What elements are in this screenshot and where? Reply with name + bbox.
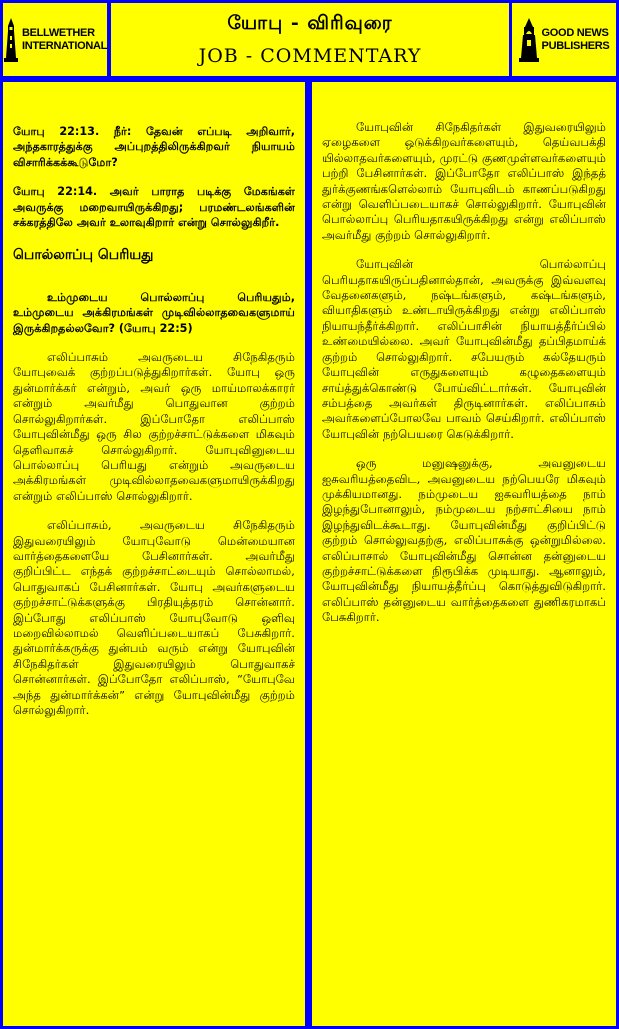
bellwether-tower-icon <box>3 18 19 62</box>
bellwether-logo-line2: INTERNATIONAL <box>21 39 108 52</box>
bellwether-logo-line1: BELLWETHER <box>21 26 95 39</box>
left-column <box>3 82 305 1026</box>
verse-job-22-13: யோபு 22:13. நீர்: தேவன் எப்படி அறிவார், அந்தகாரத்துக்கு அப்புறத்திலிருக்கிறவர் நியாயம் விசாரிக்கக்கூடுமோ? <box>13 125 295 169</box>
good-news-logo-line2: PUBLISHERS <box>541 39 610 52</box>
right-paragraph-2: யோபுவின் பொல்லாப்பு பெரியதாகயிருப்பதினால்தான், அவருக்கு இவ்வளவு வேதனைகளும், நஷ்டங்களும், கஷ்டங்களும், வியாதிகளும் உண்டாயிருக்கிறது என்று எலிப்பாஸ் நியாயந்தீர்க்கிறார். எலிப்பாசின் நியாயத்தீர்ப்பில் உண்மையில்லை. அவர் யோபுவின்மீது தப்பிதமாய்க் குற்றம் சொல்லுகிறார். சபேயரும் கல்தேயரும் யோபுவின் எருதுகளையும் கழுதைகளையும் சாய்த்துக்கொண்டு போய்விட்டார்கள். யோபுவின் சம்பத்தை அவர்கள் திருடினார்கள். எலிப்பாசும் அவர்களைப்போலவே பாவம் செய்கிறார். எலிப்பாஸ் யோபுவின் நற்பெயரை கெடுக்கிறார். <box>322 257 606 441</box>
bellwether-logo <box>3 3 107 76</box>
bell-tower-icon <box>519 18 539 62</box>
title-english: JOB - COMMENTARY <box>198 45 422 67</box>
left-paragraph-1: எலிப்பாசும் அவருடைய சிநேகிதரும் யோபுவைக் குற்றப்படுத்துகிறார்கள். யோபு ஒரு துன்மார்க்கர் என்றும், அவர் ஒரு மாய்மாலக்காரர் என்றும் அவர்மீது பொதுவான குற்றம் சொல்லுகிறார்கள். இப்போதோ எலிப்பாஸ் யோபுவின்மீது ஒரு சில குற்றச்சாட்டுக்களை மிகவும் தெளிவாகச் சொல்லுகிறார். யோபுவினுடைய பொல்லாப்பு பெரியது என்றும் அவருடைய அக்கிரமங்கள் முடிவில்லாதவைகளுமாயிருக்கிறது என்றும் எலிப்பாஸ் சொல்லுகிறார். <box>13 350 295 503</box>
title-tamil: யோபு - விரிவுரை <box>227 12 393 34</box>
good-news-logo <box>512 3 616 76</box>
right-column <box>312 82 616 1026</box>
right-paragraph-1: யோபுவின் சிநேகிதர்கள் இதுவரையிலும் ஏழைகளை ஒடுக்கிறவர்களையும், தெய்வபக்தி யில்லாதவர்களையும், முரட்டு குணமுள்ளவர்களையும் பற்றி பேசினார்கள். இப்போதோ எலிப்பாஸ் இந்தத் துர்க்குணங்களெல்லாம் யோபுவிடம் காணப்படுகிறது என்று வெளிப்படையாகச் சொல்லுகிறார். யோபுவின் பொல்லாப்பு பெரியதாகயிருக்கிறது என்று எலிப்பாஸ் அவர்மீது குற்றம் சொல்லுகிறார். <box>322 120 606 242</box>
good-news-logo-line1: GOOD NEWS <box>541 26 609 39</box>
verse-job-22-14: யோபு 22:14. அவர் பாராத படிக்கு மேகங்கள் அவருக்கு மறைவாயிருக்கிறது; பரமண்டலங்களின் சக்கரத்திலே அவர் உலாவுகிறார் என்று சொல்லுகிறீர். <box>13 185 295 230</box>
section-heading: பொல்லாப்பு பெரியது <box>13 247 154 264</box>
verse-job-22-5: உம்முடைய பொல்லாப்பு பெரியதும், உம்முடைய அக்கிரமங்கள் முடிவில்லாதவைகளுமாய் இருக்கிறதல்லவோ? (யோபு 22:5) <box>13 290 295 335</box>
page-header <box>111 3 509 76</box>
right-paragraph-3: ஒரு மனுஷனுக்கு, அவனுடைய ஐசுவரியத்தைவிட, அவனுடைய நற்பெயரே மிகவும் முக்கியமானது. நம்முடைய ஐசுவரியத்தை நாம் இழந்துபோனாலும், நம்முடைய நற்சாட்சியை நாம் இழந்துவிடக்கூடாது. யோபுவின்மீது குறிப்பிட்டு குற்றம் சொல்லுவதற்கு, எலிப்பாசுக்கு ஒன்றுமில்லை. எலிப்பாசால் யோபுவின்மீது சொன்ன தன்னுடைய குற்றச்சாட்டுக்களை நிரூபிக்க முடியாது. ஆனாலும், யோபுவின்மீது நியாயத்தீர்ப்பு கொடுத்துவிடுகிறார். எலிப்பாஸ் தன்னுடைய வார்த்தைகளை துணிகரமாகப் பேசுகிறார். <box>322 456 606 625</box>
left-paragraph-2: எலிப்பாசும், அவருடைய சிநேகிதரும் இதுவரையிலும் யோபுவோடு மென்மையான வார்த்தைகளையே பேசினார்கள். அவர்மீது குறிப்பிட்ட எந்தக் குற்றச்சாட்டையும் சொல்லாமல், பொதுவாகப் பேசினார்கள். யோபு அவர்களுடைய குற்றச்சாட்டுக்களுக்கு பிரதியுத்தரம் சொன்னார். இப்போது எலிப்பாஸ் யோபுவோடு ஒளிவு மறைவில்லாமல் வெளிப்படையாகப் பேசுகிறார். துன்மார்க்கருக்கு துன்பம் வரும் என்று யோபுவின் சிநேகிதர்கள் இதுவரையிலும் பொதுவாகச் சொன்னார்கள். இப்போதோ எலிப்பாஸ், “யோபுவே அந்த துன்மார்க்கன்” என்று யோபுவின்மீது குற்றம் சொல்லுகிறார். <box>13 518 295 717</box>
